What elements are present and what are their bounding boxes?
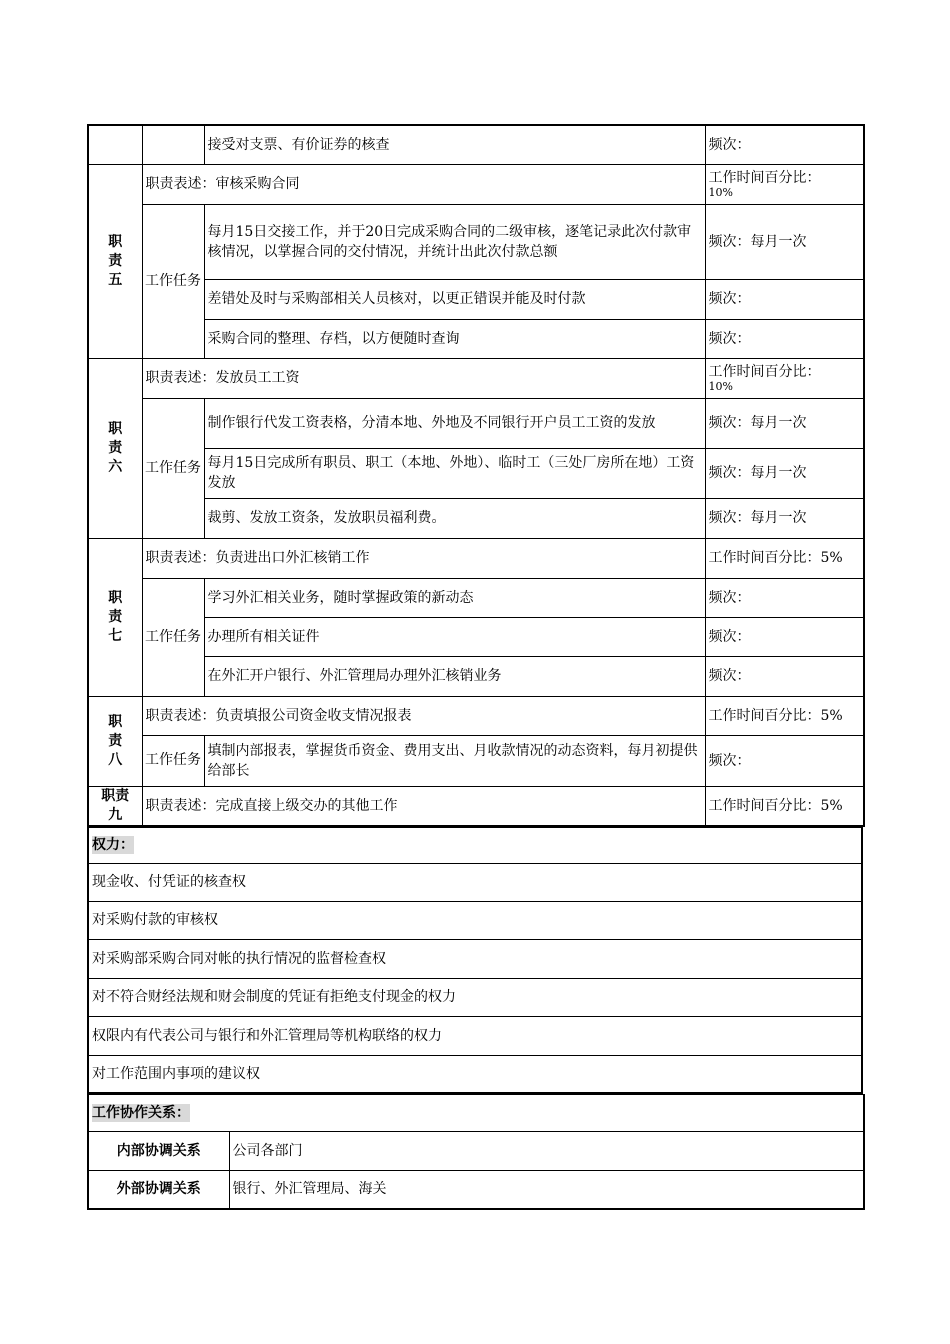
power-item: 现金收、付凭证的核查权 — [88, 863, 862, 901]
duty-7-statement: 职责表述：负责进出口外汇核销工作 — [142, 538, 705, 578]
duty-5-task-label: 工作任务 — [142, 204, 204, 358]
task-text: 裁剪、发放工资条，发放职员福利费。 — [204, 498, 705, 538]
duty-7-task-row — [88, 656, 864, 696]
powers-title: 权力： — [88, 827, 862, 863]
duty-8-task-label: 工作任务 — [142, 735, 204, 786]
duties-table — [87, 124, 865, 827]
duty-9-statement-row — [88, 786, 864, 826]
duty-7-task-row — [88, 617, 864, 656]
job-description-document — [87, 124, 863, 1210]
duty-8-time-percentage: 工作时间百分比：5% — [705, 696, 864, 735]
duty-8-statement: 职责表述：负责填报公司资金收支情况报表 — [142, 696, 705, 735]
duty-9-statement: 职责表述：完成直接上级交办的其他工作 — [142, 786, 705, 826]
power-item: 对采购付款的审核权 — [88, 901, 862, 939]
duty-5-time-percentage: 工作时间百分比： 10% — [705, 164, 864, 204]
duty-7-time-percentage: 工作时间百分比：5% — [705, 538, 864, 578]
duty-9-label: 职责 九 — [88, 786, 142, 826]
internal-relation-label: 内部协调关系 — [88, 1132, 229, 1171]
duty-7-label: 职 责 七 — [88, 538, 142, 696]
duty-5-statement: 职责表述：审核采购合同 — [142, 164, 705, 204]
task-frequency: 频次：每月一次 — [705, 448, 864, 498]
duty-6-task-row — [88, 398, 864, 448]
duty-5-task-row — [88, 279, 864, 319]
duty-continued-row — [88, 125, 864, 164]
duty-6-time-percentage: 工作时间百分比： 10% — [705, 358, 864, 398]
duty-6-statement: 职责表述：发放员工工资 — [142, 358, 705, 398]
power-item: 权限内有代表公司与银行和外汇管理局等机构联络的权力 — [88, 1016, 862, 1055]
duty-6-task-row — [88, 448, 864, 498]
task-text: 学习外汇相关业务，随时掌握政策的新动态 — [204, 578, 705, 617]
task-frequency: 频次：每月一次 — [705, 204, 864, 279]
duty-5-task-row — [88, 204, 864, 279]
power-item: 对不符合财经法规和财会制度的凭证有拒绝支付现金的权力 — [88, 978, 862, 1016]
task-frequency: 频次： — [705, 279, 864, 319]
task-frequency: 频次： — [705, 735, 864, 786]
task-text: 在外汇开户银行、外汇管理局办理外汇核销业务 — [204, 656, 705, 696]
duty-7-task-label: 工作任务 — [142, 578, 204, 696]
task-frequency: 频次： — [705, 578, 864, 617]
task-frequency: 频次： — [705, 125, 864, 164]
task-text: 采购合同的整理、存档，以方便随时查询 — [204, 319, 705, 358]
powers-table — [87, 827, 863, 1095]
task-text: 制作银行代发工资表格，分清本地、外地及不同银行开户员工工资的发放 — [204, 398, 705, 448]
task-text: 办理所有相关证件 — [204, 617, 705, 656]
task-frequency: 频次：每月一次 — [705, 398, 864, 448]
external-relation-label: 外部协调关系 — [88, 1171, 229, 1209]
power-item: 对采购部采购合同对帐的执行情况的监督检查权 — [88, 939, 862, 978]
relations-table — [87, 1094, 865, 1210]
internal-relation-value: 公司各部门 — [229, 1132, 864, 1171]
duty-8-label: 职 责 八 — [88, 696, 142, 786]
duty-label-empty — [88, 125, 142, 164]
relations-title: 工作协作关系： — [88, 1095, 864, 1132]
task-text: 差错处及时与采购部相关人员核对，以更正错误并能及时付款 — [204, 279, 705, 319]
task-frequency: 频次： — [705, 617, 864, 656]
duty-6-label: 职 责 六 — [88, 358, 142, 538]
duty-6-task-label: 工作任务 — [142, 398, 204, 538]
duty-5-statement-row — [88, 164, 864, 204]
duty-5-task-row — [88, 319, 864, 358]
duty-7-task-row — [88, 578, 864, 617]
duty-8-task-row — [88, 735, 864, 786]
duty-6-statement-row — [88, 358, 864, 398]
task-label-empty — [142, 125, 204, 164]
task-frequency: 频次： — [705, 656, 864, 696]
powers-header-row — [88, 827, 862, 863]
task-text: 每月15日完成所有职员、职工（本地、外地）、临时工（三处厂房所在地）工资发放 — [204, 448, 705, 498]
task-text: 每月15日交接工作，并于20日完成采购合同的二级审核，逐笔记录此次付款审核情况，以掌握合同的交付情况，并统计出此次付款总额 — [204, 204, 705, 279]
internal-relation-row — [88, 1132, 864, 1171]
duty-7-statement-row — [88, 538, 864, 578]
duty-9-time-percentage: 工作时间百分比：5% — [705, 786, 864, 826]
power-item: 对工作范围内事项的建议权 — [88, 1055, 862, 1093]
relations-header-row — [88, 1095, 864, 1132]
task-text: 接受对支票、有价证券的核查 — [204, 125, 705, 164]
external-relation-row — [88, 1171, 864, 1209]
duty-5-label: 职 责 五 — [88, 164, 142, 358]
task-text: 填制内部报表，掌握货币资金、费用支出、月收款情况的动态资料，每月初提供给部长 — [204, 735, 705, 786]
task-frequency: 频次： — [705, 319, 864, 358]
task-frequency: 频次：每月一次 — [705, 498, 864, 538]
duty-6-task-row — [88, 498, 864, 538]
duty-8-statement-row — [88, 696, 864, 735]
external-relation-value: 银行、外汇管理局、海关 — [229, 1171, 864, 1209]
